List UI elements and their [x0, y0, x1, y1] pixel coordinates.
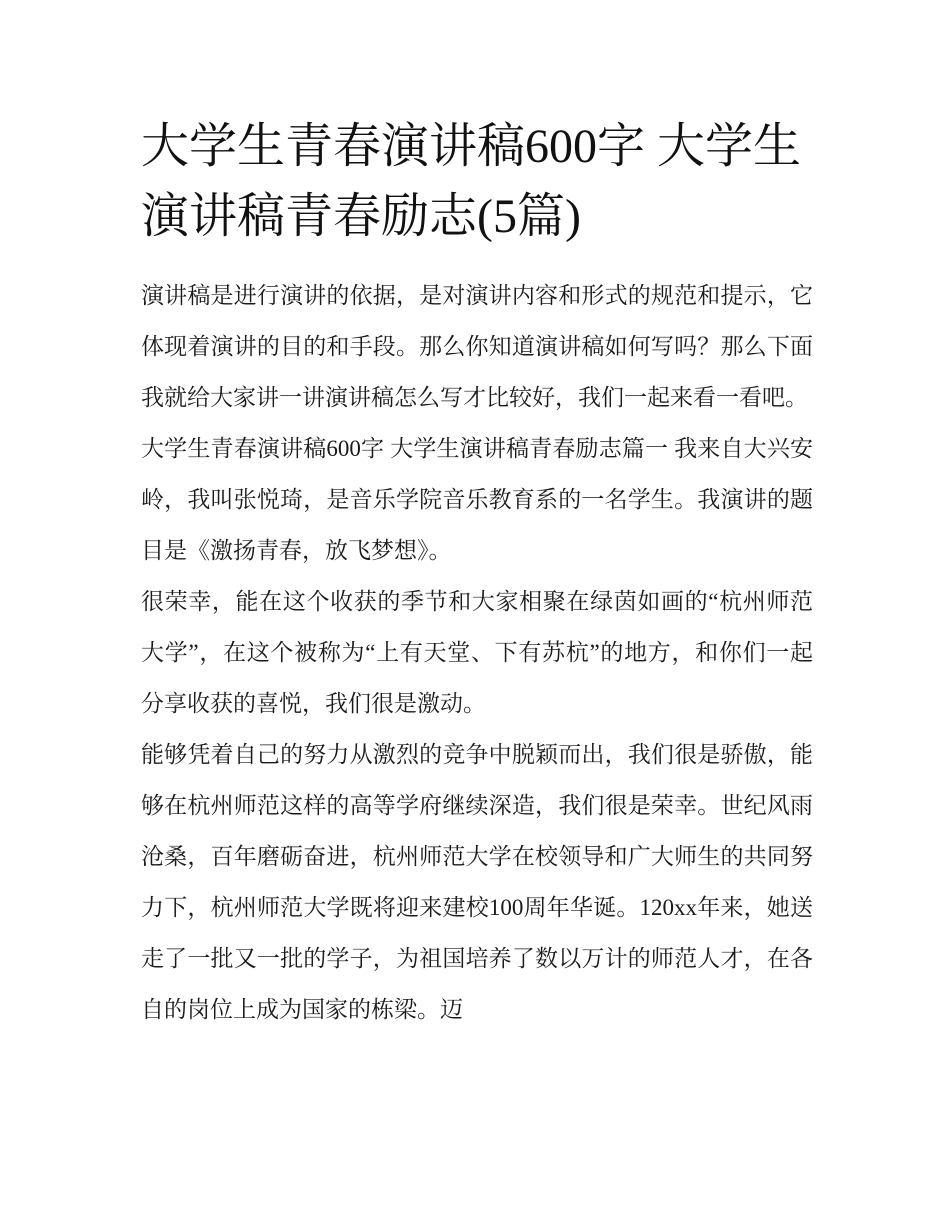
paragraph-intro: 演讲稿是进行演讲的依据，是对演讲内容和形式的规范和提示，它体现着演讲的目的和手段。那么你知道演讲稿如何写吗？那么下面我就给大家讲一讲演讲稿怎么写才比较好，我们一起来看一看吧。 [141, 283, 813, 410]
paragraph-speech-opening: 大学生青春演讲稿600字 大学生演讲稿青春励志篇一 我来自大兴安岭，我叫张悦琦，是音乐学院音乐教育系的一名学生。我演讲的题目是《激扬青春，放飞梦想》。 [141, 436, 813, 563]
paragraph-university-history: 能够凭着自己的努力从激烈的竞争中脱颖而出，我们很是骄傲，能够在杭州师范这样的高等学府继续深造，我们很是荣幸。世纪风雨沧桑，百年磨砺奋进，杭州师范大学在校领导和广大师生的共同努力下，杭州师范大学既将迎来建校100周年华诞。120xx年来，她送走了一批又一批的学子，为祖国培养了数以万计的师范人才，在各自的岗位上成为国家的栋梁。迈 [141, 742, 813, 1022]
document-title: 大学生青春演讲稿600字 大学生演讲稿青春励志(5篇) [141, 120, 802, 243]
document-content [141, 112, 813, 1035]
document-body [141, 270, 813, 1035]
paragraph-greeting: 很荣幸，能在这个收获的季节和大家相聚在绿茵如画的“杭州师范大学”，在这个被称为“上有天堂、下有苏杭”的地方，和你们一起分享收获的喜悦，我们很是激动。 [141, 589, 813, 716]
